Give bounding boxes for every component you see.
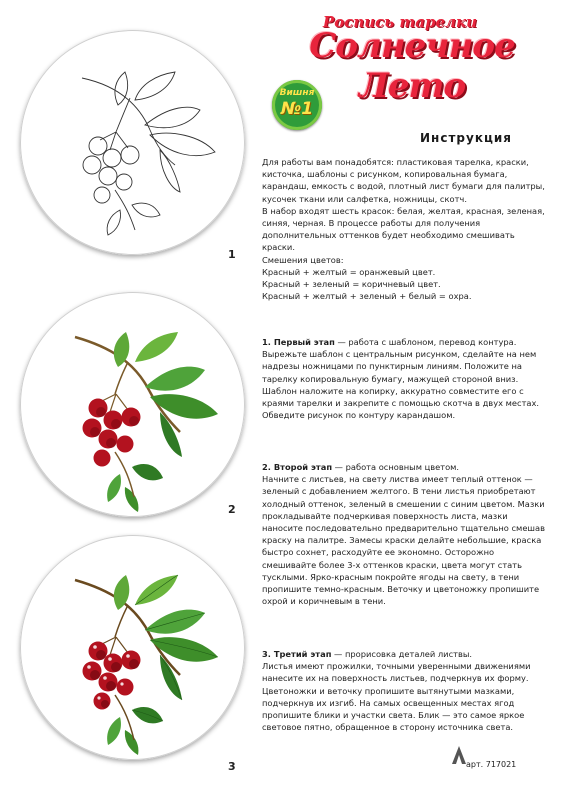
header-subtitle: Роспись тарелки — [322, 13, 478, 31]
step-1-body: — работа с шаблоном, перевод контура. Вырежьте шаблон с центральным рисунком, сделайте на нем надрезы ножницами по пунктирным линиям. Положите на тарелку копировальную бумагу, мажущей стороной вниз. Шаблон наложите на копирку, аккуратно совместите его с краями тарелки и закрепите с помощью скотча в двух местах. Обведите рисунок по контуру карандашом. — [262, 337, 540, 421]
header-title: Солнечное Лето — [309, 26, 515, 106]
article-code: арт. 717021 — [466, 760, 517, 769]
materials-paragraph: Для работы вам понадобятся: пластиковая тарелка, краски, кисточка, шаблоны с рисунком, копировальная бумага, карандаш, емкость с водой, плотный лист бумаги для палитры, кусочек ткани или салфетка, ножницы, скотч. — [262, 157, 545, 204]
step-3-body: Листья имеют прожилки, точными уверенными движениями нанесите их на поверхность листьев, подчеркнув их форму. Цветоножки и веточку пропишите вытянутыми мазками, подчеркнув их изгиб. На самых освещенных местах ягод пропишите блики и участки света. Блик — это самое яркое световое пятно, обращенное в сторону источника света. — [262, 661, 531, 733]
mix-line: Красный + желтый + зеленый + белый = охра. — [262, 291, 472, 302]
cherry-detail-illustration — [20, 535, 245, 760]
plate-number-3: 3 — [228, 760, 236, 773]
step-1-title: 1. Первый этап — [262, 337, 335, 347]
paints-paragraph: В набор входят шесть красок: белая, желтая, красная, зеленая, синяя, черная. В процессе работы для получения дополнительных оттенков будет необходимо смешивать краски. — [262, 205, 545, 253]
step-3-section — [262, 648, 547, 733]
step-3-title: 3. Третий этап — [262, 649, 332, 659]
publisher-logo-icon — [452, 746, 466, 764]
plate-number-1: 1 — [228, 248, 236, 261]
mix-title: Смешения цветов: — [262, 254, 344, 265]
step-2-subtitle: — работа основным цветом. — [332, 462, 460, 472]
instruction-heading: Инструкция — [420, 131, 512, 145]
cherry-badge — [272, 80, 322, 130]
plate-main-color — [20, 292, 245, 517]
intro-text — [262, 156, 547, 302]
step-3-subtitle: — прорисовка деталей листвы. — [331, 649, 473, 659]
plate-details — [20, 535, 245, 760]
cherry-color-illustration — [20, 292, 245, 517]
badge-label: Вишня — [279, 88, 315, 98]
badge-number: №1 — [280, 99, 314, 119]
step-2-body: Начните с листьев, на свету листва имеет теплый оттенок — зеленый с добавлением желтого. В тени листья приобретают холодный оттенок, зеленый в смешении с синим цветом. Мазки прокладывайте подчеркивая поверхность листа, мазки наносите последовательно предварительно тщательно смешав краску на палитре. Замесы краски делайте небольшие, краска быстро сохнет, расходуйте ее экономно. Осторожно смешивайте более 3-х оттенков краски, цвета могут стать тусклыми. Ярко-красным покройте ягоды на свету, в тени пропишите темно-красным. Веточку и цветоножку пропишите охрой и коричневым в тени. — [262, 474, 545, 607]
step-1-section — [262, 336, 547, 421]
step-2-section — [262, 461, 547, 607]
plate-number-2: 2 — [228, 503, 236, 516]
step-2-title: 2. Второй этап — [262, 462, 333, 472]
plate-outline — [20, 30, 245, 255]
mix-line: Красный + зеленый = коричневый цвет. — [262, 279, 441, 290]
cherry-outline-illustration — [20, 30, 245, 255]
mix-line: Красный + желтый = оранжевый цвет. — [262, 266, 436, 277]
